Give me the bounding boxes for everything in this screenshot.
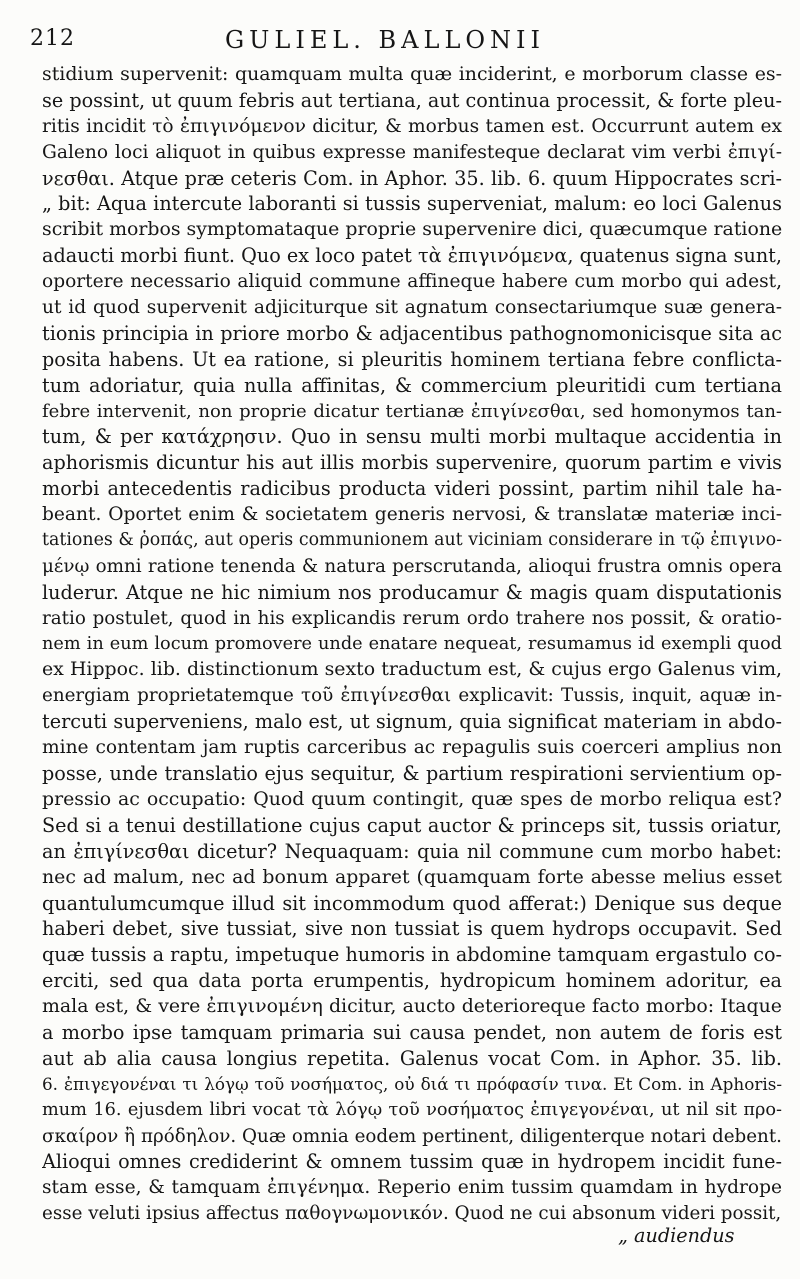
- text-line: mine contentam jam ruptis carceribus ac repagulis suis coerceri amplius non: [42, 737, 782, 759]
- text-line: tationes & ῥοπάς, aut operis communionem aut viciniam considerare in τῷ ἐπιγινο-: [42, 530, 782, 551]
- running-head: GULIEL. BALLONII: [225, 26, 546, 54]
- text-line: an ἐπιγίνεσθαι dicetur? Nequaquam: quia nil commune cum morbo habet:: [42, 839, 782, 863]
- text-line: tionis principia in priore morbo & adjacentibus pathognomonicisque sita ac: [42, 321, 782, 345]
- text-line: a morbo ipse tamquam primaria sui causa pendet, non autem de foris est: [42, 1020, 782, 1044]
- text-line: pressio ac occupatio: Quod quum contingit, quæ spes de morbo reliqua est?: [42, 787, 782, 810]
- text-line: haberi debet, sive tussiat, sive non tussiat is quem hydrops occupavit. Sed: [42, 917, 782, 941]
- text-line: ritis incidit τὸ ἐπιγινόμενον dicitur, & morbus tamen est. Occurrunt autem ex: [42, 115, 782, 137]
- text-line: stam esse, & tamquam ἐπιγένημα. Reperio enim tussim quamdam in hydrope: [42, 1177, 782, 1199]
- text-line: ut id quod supervenit adjiciturque sit agnatum consectariumque suæ genera-: [42, 297, 782, 319]
- text-line: σκαίρον ἢ πρόδηλον. Quæ omnia eodem pertinent, diligenterque notari debent.: [42, 1125, 782, 1147]
- text-line: Alioqui omnes crediderint & omnem tussim quæ in hydropem incidit fune-: [42, 1150, 782, 1174]
- text-line: quæ tussis a raptu, impetuque humoris in abdomine tamquam ergastulo co-: [42, 943, 782, 967]
- text-line: adaucti morbi fiunt. Quo ex loco patet τὰ ἐπιγινόμενα, quatenus signa sunt,: [42, 244, 782, 268]
- page-header: [30, 26, 770, 62]
- text-line: morbi antecedentis radicibus producta videri possint, partim nihil tale ha-: [42, 477, 782, 501]
- text-line: febre intervenit, non proprie dicatur tertianæ ἐπιγίνεσθαι, sed homonymos tan-: [42, 400, 782, 422]
- text-line: 6. ἐπιγεγονέναι τι λόγῳ τοῦ νοσήματος, οὐ διά τι πρόφασίν τινα. Et Com. in Aphoris-: [42, 1073, 782, 1094]
- text-line: esse veluti ipsius affectus παθογνωμονικόν. Quod ne cui absonum videri possit,: [42, 1203, 782, 1225]
- text-line: oportere necessario aliquid commune affineque habere cum morbo qui adest,: [42, 271, 782, 293]
- text-line: ex Hippoc. lib. distinctionum sexto traductum est, & cujus ergo Galenus vim,: [42, 658, 782, 681]
- text-line: νεσθαι. Atque præ ceteris Com. in Aphor. 35. lib. 6. quum Hippocrates scri-: [42, 166, 782, 190]
- text-line: luderur. Atque ne hic nimium nos producamur & magis quam disputationis: [42, 580, 782, 604]
- text-line: beant. Oportet enim & societatem generis nervosi, & translatæ materiæ inci-: [42, 504, 782, 526]
- body-text: [42, 62, 782, 1227]
- page-number: 212: [30, 26, 75, 51]
- text-line: quantulumcumque illud sit incommodum quod afferat:) Denique sus deque: [42, 891, 782, 915]
- text-line: posita habens. Ut ea ratione, si pleuritis hominem tertiana febre conflicta-: [42, 347, 782, 371]
- text-line: se possint, ut quum febris aut tertiana, aut continua processit, & forte pleu-: [42, 88, 782, 112]
- text-line: tercuti superveniens, malo est, ut signum, quia significat materiam in abdo-: [42, 710, 782, 734]
- text-line: ratio postulet, quod in his explicandis rerum ordo trahere nos possit, & oratio-: [42, 607, 782, 629]
- text-line: μένῳ omni ratione tenenda & natura perscrutanda, alioqui frustra omnis opera: [42, 555, 782, 577]
- text-line: aut ab alia causa longius repetita. Galenus vocat Com. in Aphor. 35. lib.: [42, 1046, 782, 1070]
- text-line: tum, & per κατάχρησιν. Quo in sensu multi morbi multaque accidentia in: [42, 425, 782, 449]
- text-line: erciti, sed qua data porta erumpentis, hydropicum hominem adoritur, ea: [42, 969, 782, 993]
- text-line: „ bit: Aqua intercute laboranti si tussis superveniat, malum: eo loci Galenus: [42, 192, 782, 216]
- catchword: „ audiendus: [618, 1224, 735, 1247]
- text-line: posse, unde translatio ejus sequitur, & partium respirationi servientium op-: [42, 762, 782, 786]
- text-line: mum 16. ejusdem libri vocat τὰ λόγῳ τοῦ νοσήματος ἐπιγεγονέναι, ut nil sit προ-: [42, 1099, 782, 1120]
- text-line: Sed si a tenui destillatione cujus caput auctor & princeps sit, tussis oriatur,: [42, 813, 782, 837]
- text-line: nec ad malum, nec ad bonum apparet (quamquam forte abesse melius esset: [42, 865, 782, 888]
- text-line: stidium supervenit: quamquam multa quæ inciderint, e morborum classe es-: [42, 63, 782, 85]
- text-line: energiam proprietatemque τοῦ ἐπιγίνεσθαι explicavit: Tussis, inquit, aquæ in-: [42, 685, 782, 707]
- text-line: Galeno loci aliquot in quibus expresse manifesteque declarat vim verbi ἐπιγί-: [42, 141, 782, 163]
- text-line: scribit morbos symptomataque proprie supervenire dici, quæcumque ratione: [42, 218, 782, 241]
- text-line: aphorismis dicuntur his aut illis morbis supervenire, quorum partim e vivis: [42, 451, 782, 475]
- text-line: tum adoriatur, quia nulla affinitas, & commercium pleuritidi cum tertiana: [42, 373, 782, 397]
- text-line: nem in eum locum promovere unde enatare nequeat, resumamus id exempli quod: [42, 633, 782, 654]
- text-line: mala est, & vere ἐπιγινομένη dicitur, aucto deterioreque facto morbo: Itaque: [42, 995, 782, 1018]
